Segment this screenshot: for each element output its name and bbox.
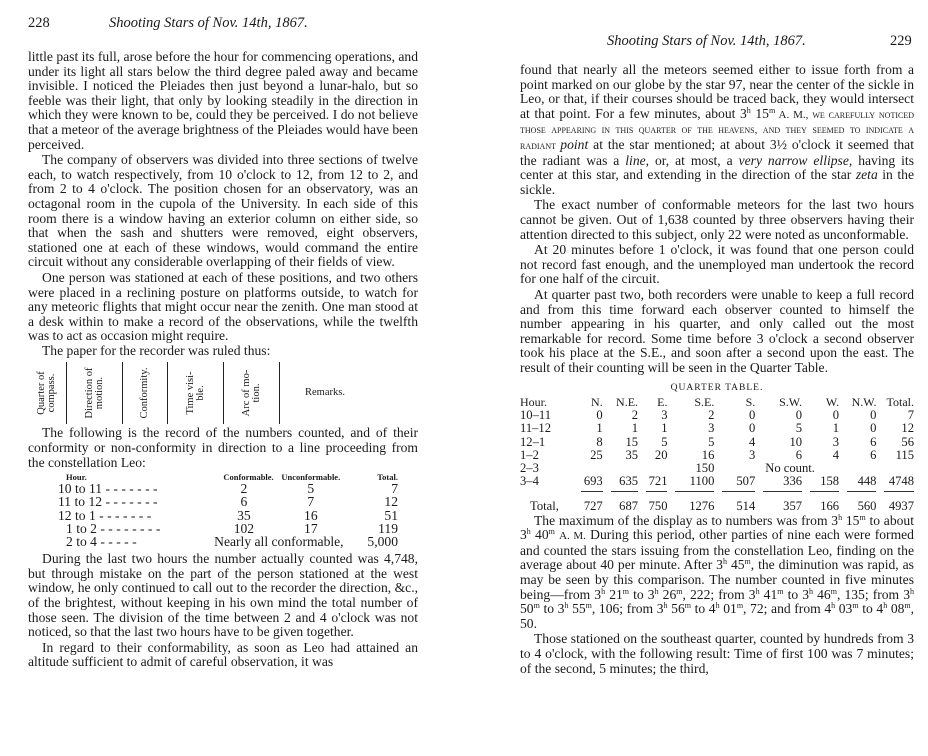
table-row: 10–11 0 2 3 2 0 0 0 0 7	[520, 408, 914, 423]
table-row: 11–12 1 1 1 3 0 5 1 0 12	[520, 421, 914, 436]
paragraph: The paper for the recorder was ruled thus:	[42, 342, 271, 358]
quarter-table-title: QUARTER TABLE.	[670, 383, 764, 394]
running-title: Shooting Stars of Nov. 14th, 1867.	[607, 33, 806, 49]
table-row: 1 to 2 - - - - - - - - 102 17 119	[66, 520, 398, 536]
running-title: Shooting Stars of Nov. 14th, 1867.	[109, 15, 308, 31]
running-header	[28, 15, 50, 32]
ruled-column-remarks: Remarks.	[305, 387, 345, 399]
paragraph: The maximum of the display as to numbers was from 3$^h$ 15$^m$ to about 3$^h$ 40$^m$ A. M. During this period, other parties of nine each were formed and counted the stars issuing from the constellation Leo, finding on the average about 40 per minute. After 3$^h$ 45$^m$, the diminution was rapid, as may be seen by this comparison. The number counted in five minutes being—from 3$^h$ 21$^m$ to 3$^h$ 26$^m$, 222; from 3$^h$ 41$^m$ to 3$^h$ 46$^m$, 135; from 3$^h$ 50$^m$ to 3$^h$ 55$^m$, 106; from 3$^h$ 56$^m$ to 4$^h$ 01$^m$, 72; and from 4$^h$ 03$^m$ to 4$^h$ 08$^m$, 50.	[520, 512, 915, 631]
paragraph: The company of observers was divided into three sections of twelve each, to watch respectively, from 10 o'clock to 12, from 12 to 2, and from 2 to 4 o'clock. The position chosen for an observatory, was an octagonal room in the cupola of the University. In each side of this room there is a window having an exterior column on either side, so that when the sash and shutters were removed, eight observers, stationed one at each of these windows, would command the entire circuit without any considerable overlapping of their fields of view.	[28, 152, 418, 270]
page-number: 228	[28, 15, 50, 31]
paragraph: Those stationed on the southeast quarter, counted by hundreds from 3 to 4 o'clock, with the following result: Time of first 100 was 7 minutes; of the second, 5 minutes; the third,	[520, 631, 914, 676]
paragraph: At quarter past two, both recorders were unable to keep a full record and from this time forward each observer counted to himself the number appearing in his quarter, and only called out the most remarkable for record. Some time before 3 o'clock a second observer took his place at the S.E., and soon after a second upon the east. The result of their counting will be seen in the Quarter Table.	[520, 286, 914, 375]
paragraph: During the last two hours the number actually counted was 4,748, but through mistake on the part of the person stationed at the west window, he only continued to call out to the recorder the direction, &c., of the brightest, without keeping in his own mind the total number of those seen. The division of the time between 2 and 4 o'clock was not noticed, so that the last two hours have to be given together.	[28, 551, 418, 640]
ruled-column: Conformity.	[123, 362, 168, 424]
table-row: 3–4 693 635 721 1100 507 336 158 448 4748	[520, 474, 914, 489]
paragraph: little past its full, arose before the hour for commencing operations, and under its light all stars below the third degree paled away and became invisible. I noticed the Pleiades then just beyond a lunar-halo, but so feeble was their light, that only by looking steadily in the direction in which they were known to be, could they be perceived. I do not believe that a meteor of the average brightness of the Pleiades would have been perceived.	[28, 49, 418, 152]
ruled-column: Arc of mo- tion.	[224, 362, 280, 424]
left-body	[28, 50, 418, 670]
ruled-column: Direction of motion.	[67, 362, 123, 424]
paragraph: In regard to their conformability, as soon as Leo had attained an altitude sufficient to admit of careful observation, it was	[28, 639, 418, 670]
quarter-table	[520, 396, 914, 514]
paragraph: The following is the record of the numbers counted, and of their conformity or non-conformity in direction to a line proceeding from the constellation Leo:	[28, 425, 418, 470]
ruled-column: Time visi- ble.	[168, 362, 224, 424]
hour-table	[58, 472, 398, 548]
paragraph: The exact number of conformable meteors for the last two hours cannot be given. Out of 1,638 counted by three observers having their attention directed to this subject, only 22 were noted as unconformable.	[520, 197, 914, 242]
ruled-paper-diagram	[28, 362, 418, 424]
table-row: 12 to 1 - - - - - - - 35 16 51	[58, 507, 398, 523]
quarter-table-header: Hour. N. N.E. E. S.E. S. S.W. W. N.W. Total.	[520, 395, 914, 410]
paragraph: found that nearly all the meteors seemed either to issue forth from a point marked on our globe by the star 97, near the center of the sickle in Leo, or that, if their courses should be traced back, they would intersect at that point. For a few minutes, about 3$^h$ 15$^m$ A. M., we carefully noticed those appearing in this quarter of the heavens, and they seemed to indicate a radiant point at the star mentioned; at about 3½ o'clock it seemed that the radiant was a line, or, at most, a very narrow ellipse, having its center at this star, and extending in the direction of the star zeta in the sickle.	[520, 62, 915, 197]
table-row: 10 to 11 - - - - - - - 2 5 7	[58, 481, 398, 497]
table-row: 12–1 8 15 5 5 4 10 3 6 56	[520, 434, 914, 449]
paragraph: One person was stationed at each of these positions, and two others were placed in a reclining posture on platforms outside, to watch for any meteoric flights that might occur near the zenith. One man stood at a desk within to make a record of the observations, while the twelfth was to act as occasion might require.	[28, 269, 418, 344]
table-row: 2 to 4 - - - - - Nearly all conformable, 5,000	[66, 534, 398, 550]
table-row: 1–2 25 35 20 16 3 6 4 6 115	[520, 447, 914, 462]
table-row: 2–3 150 No count.	[520, 461, 815, 476]
table-row: 11 to 12 - - - - - - - 6 7 12	[58, 494, 398, 510]
totals-row: Total, 727 687 750 1276 514 357 166 560 4937	[530, 499, 914, 514]
ruled-column: Quarter of compass.	[28, 362, 67, 424]
right-body	[520, 63, 914, 676]
paragraph: At 20 minutes before 1 o'clock, it was found that one person could not record fast enough, and the unemployed man undertook the record for one half of the circuit.	[520, 242, 914, 287]
hour-table-header: Hour. Conformable. Unconformable. Total.	[66, 472, 398, 483]
page-number: 229	[890, 33, 912, 49]
